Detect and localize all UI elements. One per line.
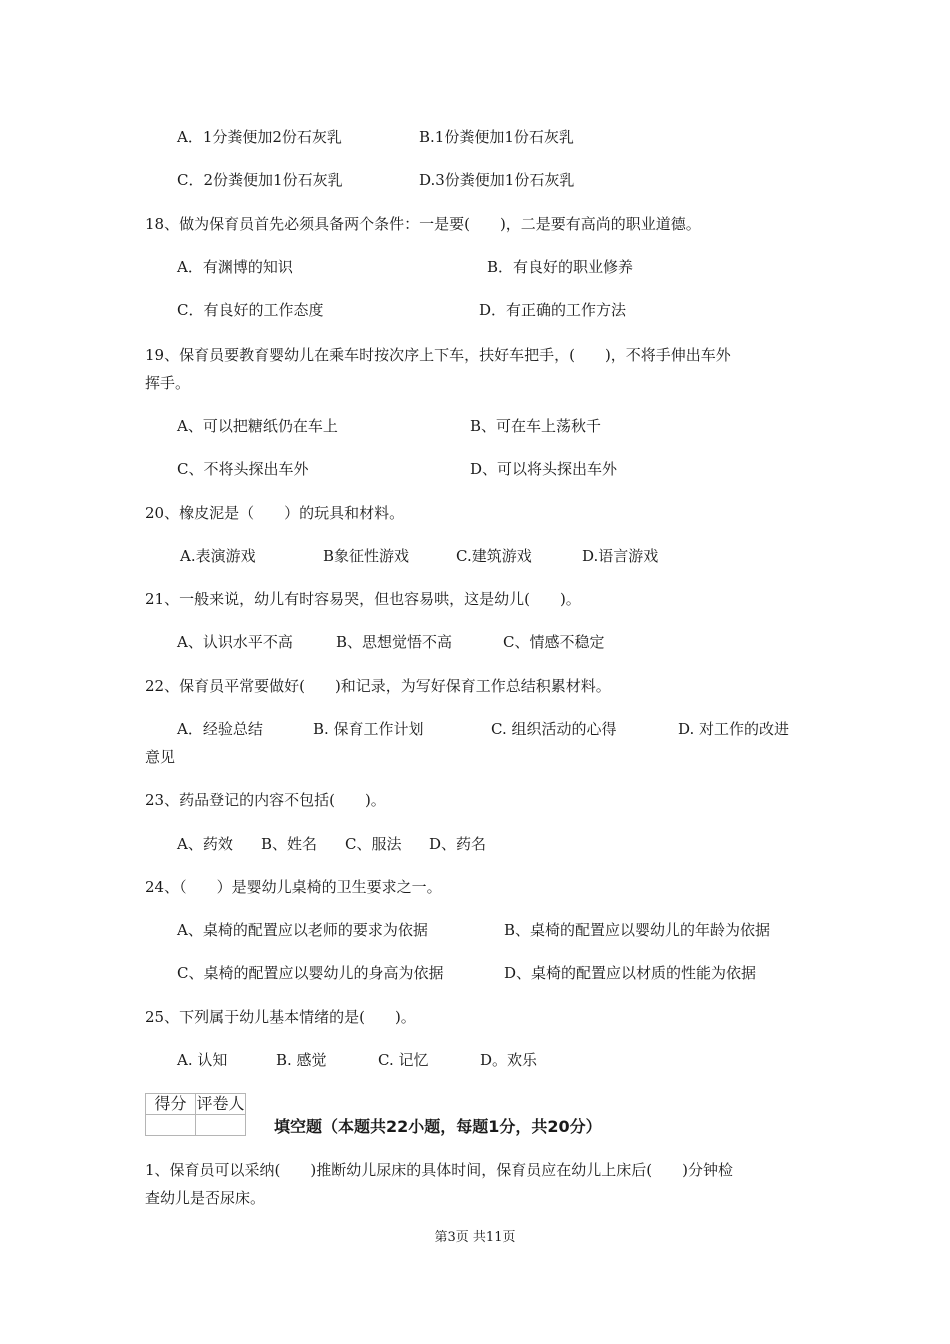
q19-option-a: A、可以把糖纸仍在车上 (177, 417, 338, 435)
q22-option-d-cont: 意见 (145, 748, 176, 766)
q17-option-c: C．2份粪便加1份石灰乳 (177, 171, 343, 189)
fill-question-1-stem: 1、保育员可以采纳( )推断幼儿尿床的具体时间，保育员应在幼儿上床后( )分钟检 (145, 1161, 733, 1179)
q24-option-b: B、桌椅的配置应以婴幼儿的年龄为依据 (504, 921, 771, 939)
q20-option-d: D.语言游戏 (582, 547, 659, 565)
q20-option-b: B象征性游戏 (323, 547, 410, 565)
q21-option-a: A、认识水平不高 (177, 633, 293, 651)
q18-option-a: A．有渊博的知识 (177, 258, 293, 276)
q22-option-a: A．经验总结 (177, 720, 263, 738)
q22-option-c: C. 组织活动的心得 (491, 720, 617, 738)
question-20-stem: 20、橡皮泥是（ ）的玩具和材料。 (145, 504, 405, 522)
q24-option-d: D、桌椅的配置应以材质的性能为依据 (504, 964, 757, 982)
q24-option-c: C、桌椅的配置应以婴幼儿的身高为依据 (177, 964, 444, 982)
q22-option-d: D. 对工作的改进 (678, 720, 790, 738)
q24-option-a: A、桌椅的配置应以老师的要求为依据 (177, 921, 428, 939)
q17-option-a: A．1分粪便加2份石灰乳 (177, 128, 342, 146)
q20-option-c: C.建筑游戏 (456, 547, 532, 565)
q17-option-d: D.3份粪便加1份石灰乳 (419, 171, 575, 189)
question-25-stem: 25、下列属于幼儿基本情绪的是( )。 (145, 1008, 416, 1026)
score-box-cell-grader (196, 1115, 246, 1136)
q23-option-d: D、药名 (429, 835, 487, 853)
q18-option-b: B．有良好的职业修养 (487, 258, 634, 276)
question-19-stem-cont: 挥手。 (145, 374, 191, 392)
q25-option-b: B. 感觉 (276, 1051, 327, 1069)
q20-option-a: A.表演游戏 (180, 547, 256, 565)
score-box (145, 1093, 246, 1136)
page-number: 第3页 共11页 (434, 1230, 516, 1245)
q19-option-d: D、可以将头探出车外 (470, 460, 618, 478)
score-box-label-grader: 评卷人 (196, 1094, 245, 1113)
q21-option-b: B、思想觉悟不高 (336, 633, 453, 651)
q21-option-c: C、情感不稳定 (503, 633, 605, 651)
q25-option-a: A. 认知 (177, 1051, 228, 1069)
q18-option-c: C．有良好的工作态度 (177, 301, 324, 319)
question-22-stem: 22、保育员平常要做好( )和记录，为写好保育工作总结积累材料。 (145, 677, 611, 695)
question-21-stem: 21、一般来说，幼儿有时容易哭，但也容易哄，这是幼儿( )。 (145, 590, 581, 608)
q19-option-c: C、不将头探出车外 (177, 460, 309, 478)
q23-option-c: C、服法 (345, 835, 402, 853)
q23-option-a: A、药效 (177, 835, 233, 853)
q25-option-c: C. 记忆 (378, 1051, 429, 1069)
q17-option-b: B.1份粪便加1份石灰乳 (419, 128, 574, 146)
section-heading: 填空题（本题共22小题，每题1分，共20分） (274, 1117, 602, 1136)
question-19-stem: 19、保育员要教育婴幼儿在乘车时按次序上下车，扶好车把手，( )，不将手伸出车外 (145, 346, 731, 364)
q23-option-b: B、姓名 (261, 835, 318, 853)
fill-question-1-stem-cont: 查幼儿是否尿床。 (145, 1189, 266, 1207)
q18-option-d: D．有正确的工作方法 (479, 301, 627, 319)
score-box-cell-score (146, 1115, 196, 1136)
q25-option-d: D。欢乐 (480, 1051, 538, 1069)
score-box-label-score: 得分 (146, 1094, 196, 1115)
q22-option-b: B. 保育工作计划 (313, 720, 424, 738)
q19-option-b: B、可在车上荡秋千 (470, 417, 602, 435)
question-24-stem: 24、（ ）是婴幼儿桌椅的卫生要求之一。 (145, 878, 442, 896)
question-18-stem: 18、做为保育员首先必须具备两个条件：一是要( )，二是要有高尚的职业道德。 (145, 215, 701, 233)
question-23-stem: 23、药品登记的内容不包括( )。 (145, 791, 386, 809)
